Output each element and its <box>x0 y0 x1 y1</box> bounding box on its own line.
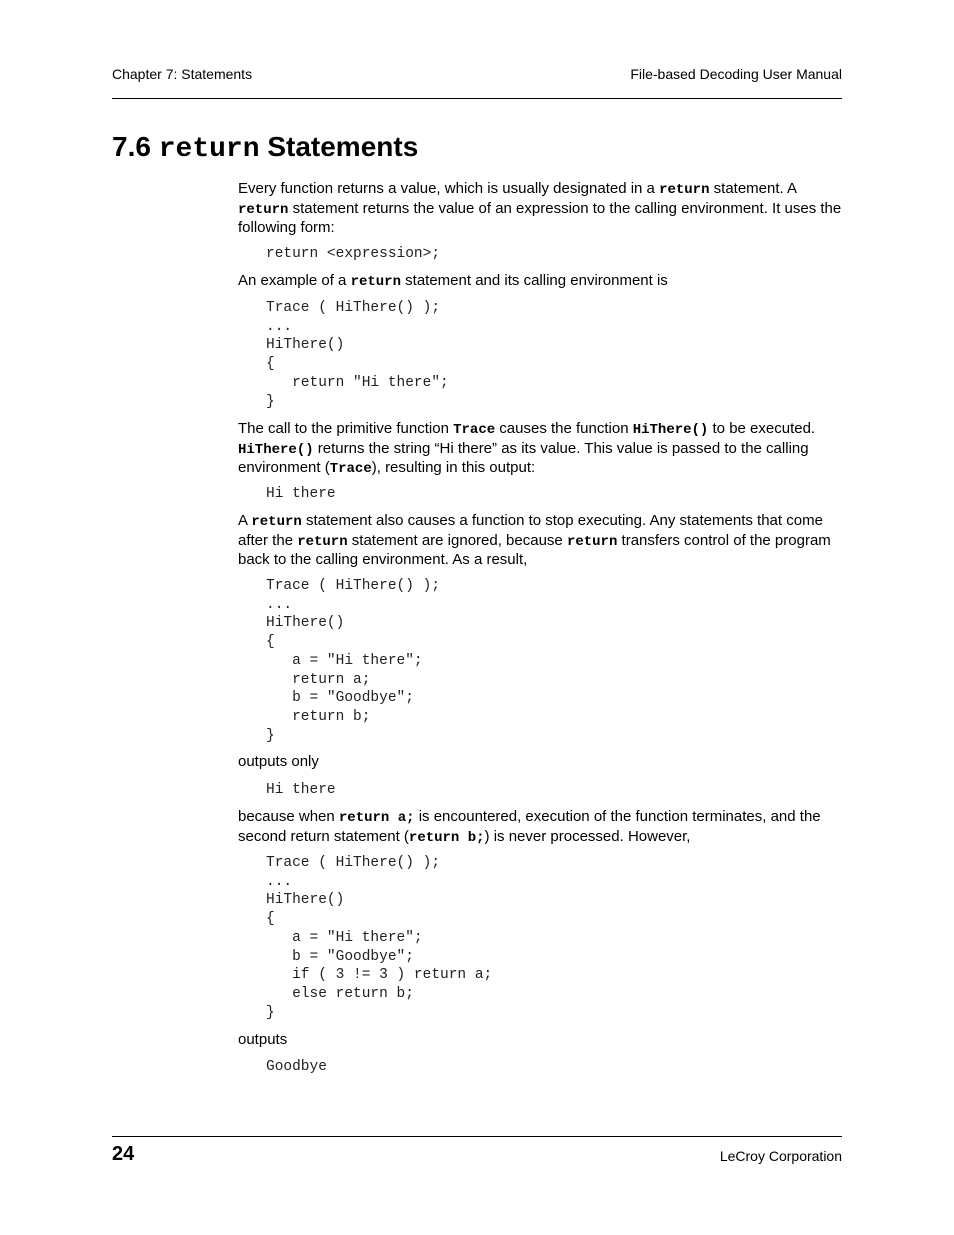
paragraph-outputs: outputs <box>238 1031 288 1048</box>
code-block-form: return <expression>; <box>266 246 441 262</box>
page-number: 24 <box>112 1143 135 1165</box>
code-block-early-return: Trace ( HiThere() ); ... HiThere() { a = "Hi there"; return a; b = "Goodbye"; return b; } <box>266 578 441 744</box>
section-number: 7.6 <box>112 131 151 162</box>
code-block-output-1: Hi there <box>266 486 336 502</box>
section-word: Statements <box>267 131 419 162</box>
paragraph-because: because when return a; is encountered, execution of the function terminates, and the second return statement (return b;) is never processed. However, <box>238 808 821 846</box>
code-block-example: Trace ( HiThere() ); ... HiThere() { return "Hi there"; } <box>266 300 449 410</box>
code-block-output-2: Hi there <box>266 782 336 798</box>
running-header-manual-title: File-based Decoding User Manual <box>630 66 842 82</box>
footer-company: LeCroy Corporation <box>719 1148 842 1164</box>
paragraph-outputs-only: outputs only <box>238 753 319 770</box>
header-rule <box>112 98 842 99</box>
running-header-chapter: Chapter 7: Statements <box>112 66 253 82</box>
paragraph-stop-executing: A return statement also causes a function to stop executing. Any statements that come after the return statement are ignored, because return transfers control of the program back to the calling environment. As a result, <box>238 512 831 569</box>
code-block-output-3: Goodbye <box>266 1059 327 1075</box>
paragraph-trace-call: The call to the primitive function Trace causes the function HiThere() to be executed. HiThere() returns the string “Hi there” as its value. This value is passed to the calling environment (Trace), resulting in this output: <box>238 420 816 478</box>
paragraph-example: An example of a return statement and its calling environment is <box>238 272 668 290</box>
paragraph-intro: Every function returns a value, which is usually designated in a return statement. A return statement returns the value of an expression to the calling environment. It uses the following form: <box>238 180 842 237</box>
section-keyword: return <box>158 134 260 165</box>
code-block-conditional-return: Trace ( HiThere() ); ... HiThere() { a = "Hi there"; b = "Goodbye"; if ( 3 != 3 ) return a; else return b; } <box>266 855 493 1021</box>
footer-rule <box>112 1136 842 1137</box>
section-title <box>112 131 418 165</box>
